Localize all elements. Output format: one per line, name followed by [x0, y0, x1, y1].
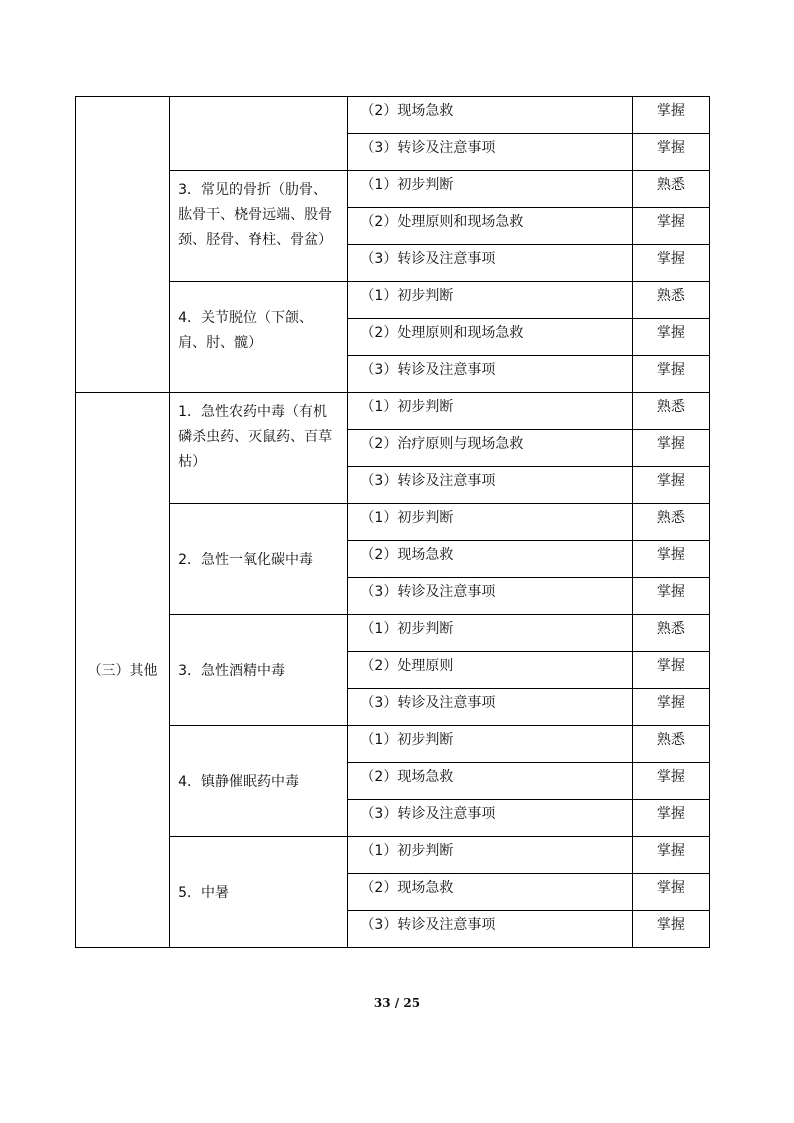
level-cell: 掌握 — [632, 689, 709, 726]
item-cell: （1）初步判断 — [348, 393, 632, 430]
item-cell: （2）处理原则和现场急救 — [348, 208, 632, 245]
item-cell: （1）初步判断 — [348, 504, 632, 541]
table-row — [76, 171, 710, 208]
item-cell: （2）现场急救 — [348, 541, 632, 578]
level-cell: 掌握 — [632, 208, 709, 245]
item-cell: （1）初步判断 — [348, 837, 632, 874]
table-row — [76, 726, 710, 763]
item-cell: （3）转诊及注意事项 — [348, 467, 632, 504]
page-number: 33 / 25 — [373, 996, 421, 1010]
topic-cell: 3．常见的骨折（肋骨、肱骨干、桡骨远端、股骨颈、胫骨、脊柱、骨盆） — [170, 171, 348, 282]
level-cell: 掌握 — [632, 541, 709, 578]
level-cell: 掌握 — [632, 578, 709, 615]
table-row — [76, 837, 710, 874]
item-cell: （3）转诊及注意事项 — [348, 356, 632, 393]
level-cell: 掌握 — [632, 245, 709, 282]
item-cell: （3）转诊及注意事项 — [348, 134, 632, 171]
item-cell: （2）现场急救 — [348, 763, 632, 800]
table-row — [76, 282, 710, 319]
item-cell: （1）初步判断 — [348, 282, 632, 319]
topic-cell: 1．急性农药中毒（有机磷杀虫药、灭鼠药、百草枯） — [170, 393, 348, 504]
item-cell: （3）转诊及注意事项 — [348, 245, 632, 282]
item-cell: （2）治疗原则与现场急救 — [348, 430, 632, 467]
topic-cell: 3．急性酒精中毒 — [170, 615, 348, 726]
level-cell: 熟悉 — [632, 171, 709, 208]
topic-cell — [170, 97, 348, 171]
level-cell: 掌握 — [632, 874, 709, 911]
level-cell: 熟悉 — [632, 504, 709, 541]
level-cell: 掌握 — [632, 800, 709, 837]
level-cell: 掌握 — [632, 134, 709, 171]
topic-cell: 2．急性一氧化碳中毒 — [170, 504, 348, 615]
level-cell: 掌握 — [632, 837, 709, 874]
item-cell: （1）初步判断 — [348, 171, 632, 208]
item-cell: （2）处理原则和现场急救 — [348, 319, 632, 356]
level-cell: 熟悉 — [632, 615, 709, 652]
item-cell: （3）转诊及注意事项 — [348, 689, 632, 726]
level-cell: 掌握 — [632, 356, 709, 393]
item-cell: （2）现场急救 — [348, 97, 632, 134]
level-cell: 掌握 — [632, 319, 709, 356]
level-cell: 掌握 — [632, 97, 709, 134]
level-cell: 熟悉 — [632, 726, 709, 763]
table-row — [76, 393, 710, 430]
item-cell: （1）初步判断 — [348, 615, 632, 652]
table-row — [76, 615, 710, 652]
level-cell: 掌握 — [632, 652, 709, 689]
syllabus-table — [75, 96, 710, 948]
section-cell: （三）其他 — [76, 393, 170, 948]
level-cell: 掌握 — [632, 911, 709, 948]
topic-cell: 4．关节脱位（下颌、肩、肘、髋） — [170, 282, 348, 393]
table-row — [76, 504, 710, 541]
level-cell: 熟悉 — [632, 393, 709, 430]
table-row — [76, 97, 710, 134]
level-cell: 掌握 — [632, 763, 709, 800]
item-cell: （2）处理原则 — [348, 652, 632, 689]
item-cell: （3）转诊及注意事项 — [348, 911, 632, 948]
topic-cell: 4．镇静催眠药中毒 — [170, 726, 348, 837]
item-cell: （3）转诊及注意事项 — [348, 578, 632, 615]
level-cell: 熟悉 — [632, 282, 709, 319]
section-cell-continued — [76, 97, 170, 393]
item-cell: （1）初步判断 — [348, 726, 632, 763]
item-cell: （3）转诊及注意事项 — [348, 800, 632, 837]
topic-cell: 5．中暑 — [170, 837, 348, 948]
level-cell: 掌握 — [632, 467, 709, 504]
item-cell: （2）现场急救 — [348, 874, 632, 911]
level-cell: 掌握 — [632, 430, 709, 467]
